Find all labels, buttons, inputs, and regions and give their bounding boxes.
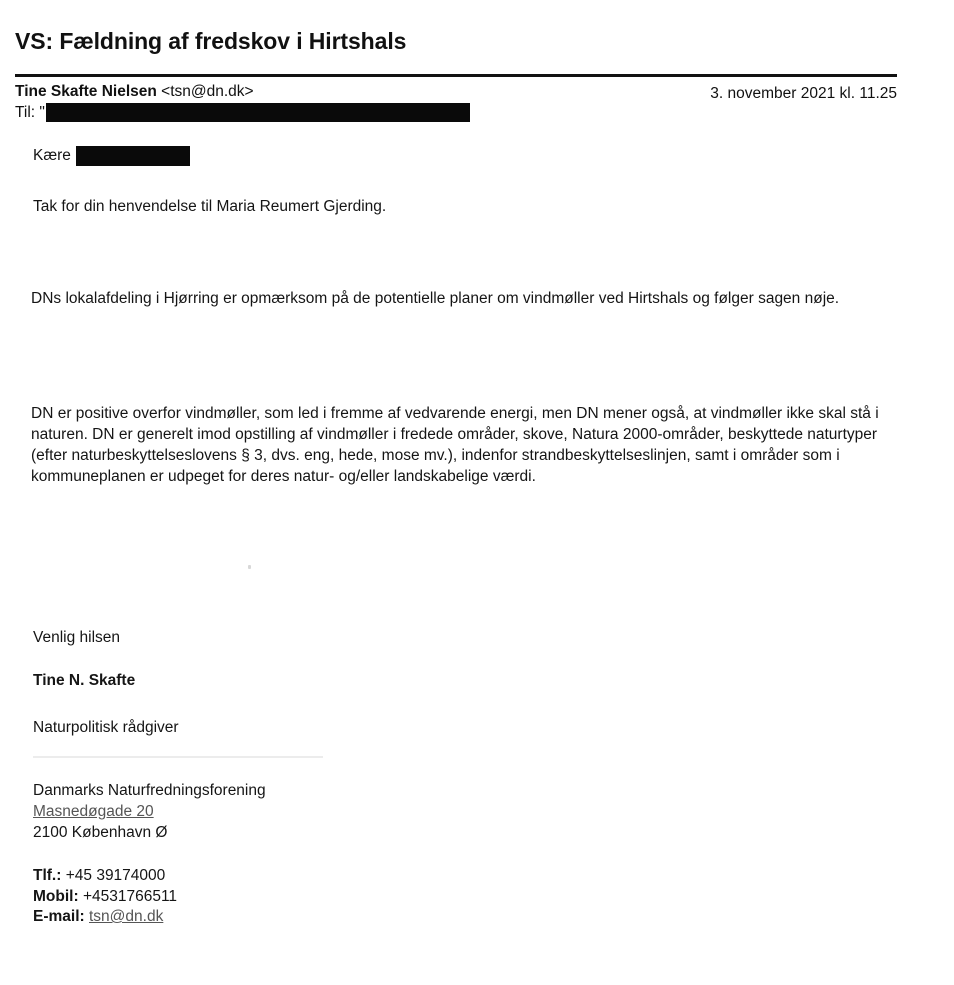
phone-label: Tlf.: xyxy=(33,867,62,884)
street-address-link[interactable]: Masnedøgade 20 xyxy=(33,803,154,820)
mobile-label: Mobil: xyxy=(33,887,79,905)
redacted-recipient xyxy=(46,103,470,122)
sent-date: 3. november 2021 kl. 11.25 xyxy=(710,85,897,102)
header-divider xyxy=(15,74,897,77)
email-link[interactable]: tsn@dn.dk xyxy=(89,908,164,925)
mobile-number: +4531766511 xyxy=(82,887,178,905)
signature-divider xyxy=(33,756,323,758)
signature-name: Tine N. Skafte xyxy=(33,672,136,689)
phone-line xyxy=(33,866,177,887)
phone-number: +45 39174000 xyxy=(65,867,166,884)
sender xyxy=(15,83,254,101)
organization-name: Danmarks Naturfredningsforening xyxy=(33,782,266,799)
paragraph-3: DN er positive overfor vindmøller, som led i fremme af vedvarende energi, men DN mener også, at vindmøller ikke skal stå i naturen. DN er generelt imod opstilling af vindmøller i fredede områder, skove, Natura 2000-områder, beskyttede naturtyper (efter naturbeskyttelseslovens § 3, dvs. eng, hede, mose mv.), indenfor strandbeskyttelseslinjen, samt i områder som i kommuneplanen er udpeget for deres natur- og/eller landskabelige værdi. xyxy=(31,405,879,485)
signature-closing: Venlig hilsen xyxy=(33,629,121,646)
redacted-name xyxy=(76,146,190,166)
email-subject: VS: Fældning af fredskov i Hirtshals xyxy=(15,28,407,54)
contact-info xyxy=(33,866,177,928)
signature-title: Naturpolitisk rådgiver xyxy=(33,719,179,736)
email-label: E-mail: xyxy=(33,908,85,925)
city-line: 2100 København Ø xyxy=(33,824,168,841)
email-line xyxy=(33,907,177,928)
scan-speck xyxy=(248,565,251,569)
greeting-word: Kære xyxy=(33,147,71,164)
paragraph-1: Tak for din henvendelse til Maria Reumert Gjerding. xyxy=(33,198,387,215)
mobile-line xyxy=(33,887,177,908)
organization-address xyxy=(33,780,266,843)
to-label: Til: " xyxy=(15,103,45,121)
sender-name: Tine Skafte Nielsen xyxy=(15,83,157,100)
greeting xyxy=(33,145,190,166)
paragraph-2: DNs lokalafdeling i Hjørring er opmærksom på de potentielle planer om vindmøller ved Hirtshals og følger sagen nøje. xyxy=(31,290,840,307)
sender-email: <tsn@dn.dk> xyxy=(161,83,254,100)
recipient-line xyxy=(15,103,470,122)
